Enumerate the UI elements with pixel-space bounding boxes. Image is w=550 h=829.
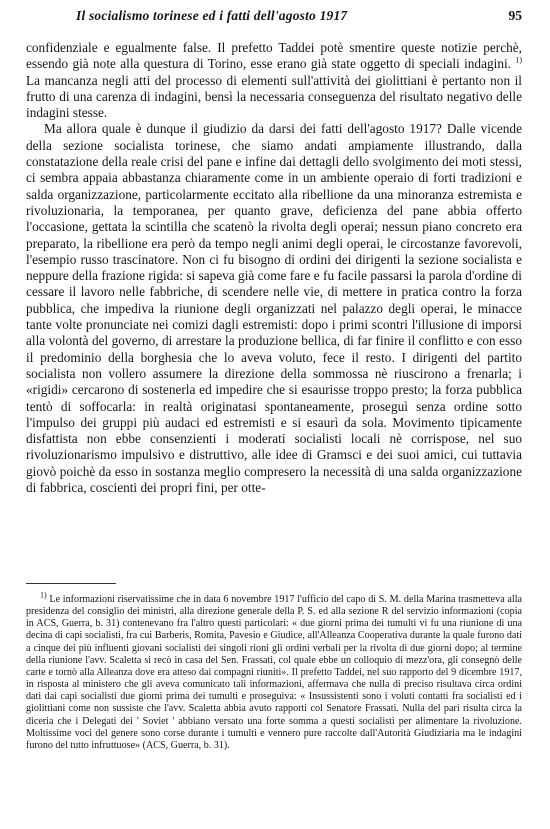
paragraph-1-text-b: La mancanza negli atti del processo di elementi sull'attività dei giolittiani è pertanto non il frutto di una carenza di indagini, bensì la necessaria conseguenza del risultato negativo delle indagini stesse. bbox=[26, 72, 522, 121]
footnote bbox=[26, 590, 522, 752]
footnote-text: Le informazioni riservatissime che in data 6 novembre 1917 l'ufficio del capo di S. M. della Marina trasmetteva alla presidenza del consiglio dei ministri, alla direzione generale della P. S. ed alla sezione R del servizio informazioni (copia in ACS, Guerra, b. 31) contenevano fra l'altro questi particolari: « due giorni prima dei tumulti vi fu una riunione di una decina di capi socialisti, fra cui Barberis, Romita, Pavesio e Giudice, all'Alleanza Cooperativa durante la quale furono dati a cinque dei più influenti giovani socialisti dei singoli rioni gli ordini verbali per la rivolta di due giorni dopo; al termine della riunione l'avv. Scaletta si recò in casa del Sen. Frassati, col quale ebbe un colloquio di mezz'ora, gli consegnò delle carte e tornò alla Alleanza dove era atteso dai compagni riuniti». Il prefetto Taddei, nel suo rapporto del 9 dicembre 1917, in risposta al ministero che gli aveva comunicato tali informazioni, affermava che nulla di preciso risultava circa ordini dati dai capi socialisti due giorni prima dei tumulti e proseguiva: « Insussistenti sono i voluti contatti fra socialisti ed i giolittiani come non sussiste che l'avv. Scaletta abbia avuto rapporti col Senatore Frassati. Nulla del pari risulta circa la diceria che i Delegati dei ' Soviet ' abbiano versato una forte somma a questi socialisti per alimentare la rivoluzione. Moltissime voci del genere sono corse durante i tumulti e vennero pure raccolte dall'Autorità Giudiziaria ma le indagini furono del tutto infruttuose» (ACS, Guerra, b. 31). bbox=[26, 594, 522, 751]
paragraph-1 bbox=[26, 40, 522, 121]
footnote-separator bbox=[26, 583, 116, 584]
main-text bbox=[26, 40, 522, 496]
page-header bbox=[26, 8, 522, 26]
running-title: Il socialismo torinese ed i fatti dell'agosto 1917 bbox=[76, 8, 348, 23]
paragraph-1-text-a: confidenziale e egualmente false. Il prefetto Taddei potè smentire queste notizie perchè, essendo già note alla questura di Torino, esse erano già state oggetto di speciali indagini. bbox=[26, 40, 522, 72]
footnote-reference[interactable]: 1) bbox=[515, 55, 522, 65]
paragraph-2: Ma allora quale è dunque il giudizio da darsi dei fatti dell'agosto 1917? Dalle vicende della sezione socialista torinese, che siamo andati ampiamente illustrando, dalla constatazione della reale crisi del pane e infine dai dettagli dello svolgimento dei moti stessi, ci sembra appaia abbastanza chiaramente come in un ambiente operaio di forti tradizioni e salda organizzazione, particolarmente eccitato alla ribellione da una minoranza estremista e rivoluzionaria, la temporanea, per quanto grave, deficienza del pane abbia offerto l'occasione, gettata la scintilla che scatenò la rivolta degli operai; nessun piano concreto era preparato, la ribellione era però da tempo negli animi degli operai, le circostanze favorevoli, l'esempio russo trascinatore. Non ci fu bisogno di ordini dei dirigenti la sezione socialista e neppure della frazione rigida: si sapeva già come fare e fu facile passarsi la parola d'ordine di cessare il lavoro nelle fabbriche, di scendere nelle vie, di mettere in pratica contro la forza pubblica, che impediva la riunione degli organizzati nel palazzo degli operai, le minacce tante volte pronunciate nei comizi dagli estremisti: dopo i primi scontri l'illusione di imporsi alla volontà del governo, di arrestare la produzione bellica, di far finire il conflitto e con esso il predominio della borghesia che lo aveva voluto, fece il resto. I dirigenti del partito socialista non vollero assumere la direzione della sommossa nè riuscirono a frenarla; i «rigidi» cercarono di sostenerla ed impedire che si esaurisse troppo presto; la forza pubblica tentò di soffocarla: in realtà originatasi spontaneamente, proseguì senza ordine sotto l'impulso dei gruppi più audaci ed estremisti e si esaurì da sola. Movimento tipicamente disfattista non ebbe consenzienti i moderati socialisti locali nè corrispose, nel suo rivoluzionarismo impulsivo e distruttivo, alle idee di Gramsci e dei suoi amici, cui tuttavia giovò poichè da esso in sostanza meglio compresero la necessità di una salda organizzazione di fabbrica, coscienti dei propri fini, per otte- bbox=[26, 121, 522, 496]
page-number: 95 bbox=[508, 8, 522, 23]
footnote-mark: 1) bbox=[40, 590, 47, 600]
